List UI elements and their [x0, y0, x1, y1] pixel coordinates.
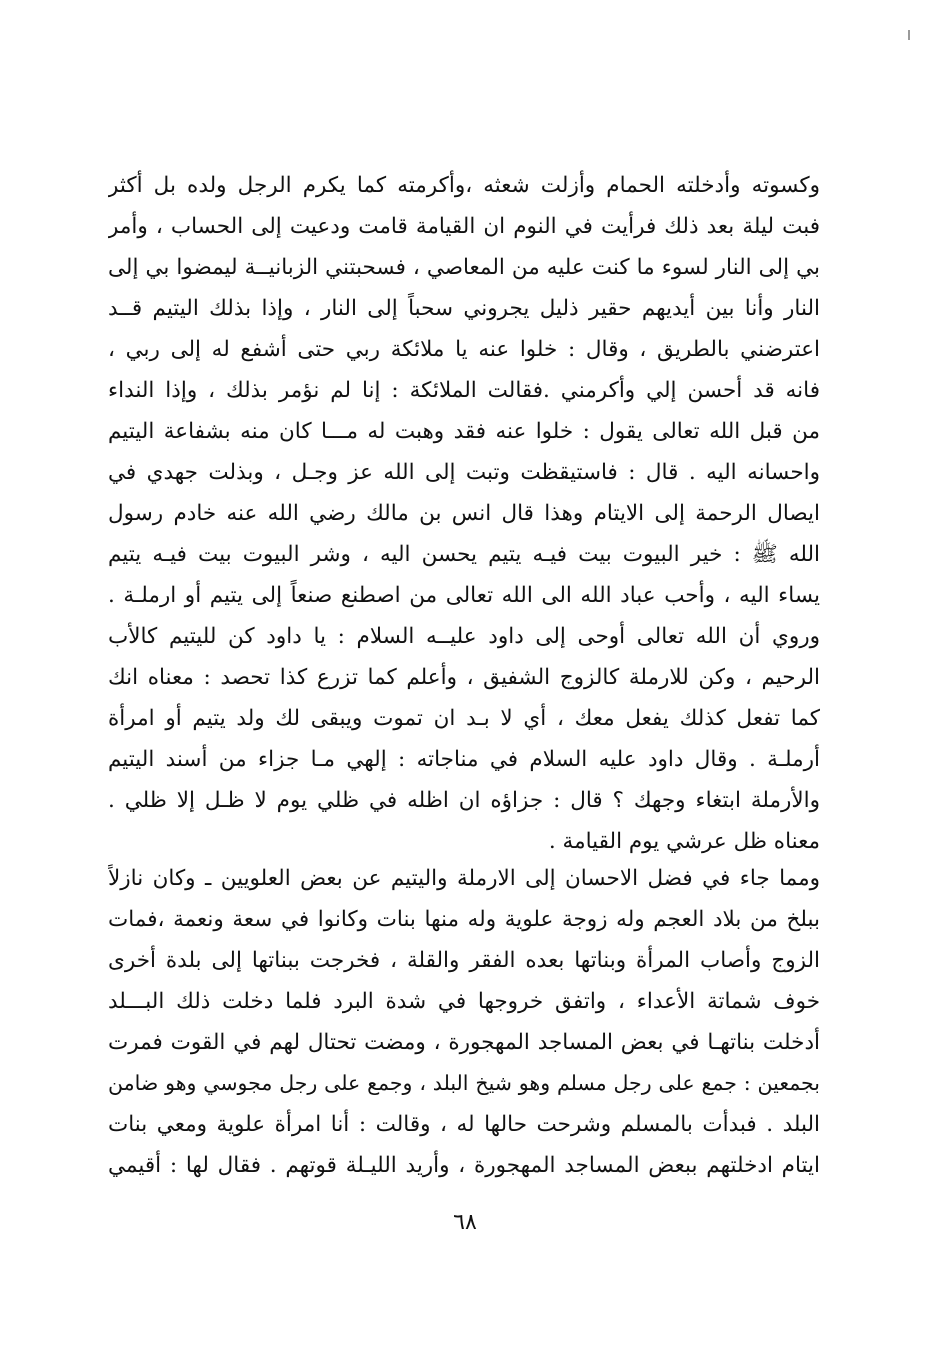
- text-line: أرملـة . وقال داود عليه السلام في مناجاته : إلهي مـا جزاء من أسند اليتيم: [108, 747, 820, 772]
- text-line: ومما جاء في فضل الاحسان إلى الارملة واليتيم عن بعض العلويين ـ وكان نازلاً: [108, 866, 820, 891]
- text-line: بي إلى النار لسوء ما كنت عليه من المعاصي ، فسحبتني الزبانيــة ليمضوا بي إلى: [108, 255, 820, 280]
- text-line: الله ﷺ : خير البيوت بيت فيـه يتيم يحسن اليه ، وشر البيوت بيت فيـه يتيم: [108, 542, 820, 567]
- text-line: النار وأنا بين أيديهم حقير ذليل يجروني سحباً إلى النار ، وإذا بذلك اليتيم قــد: [108, 296, 820, 321]
- scan-artifact-mark: [908, 30, 910, 40]
- text-line: ايصال الرحمة إلى الايتام وهذا قال انس بن مالك رضي الله عنه خادم رسول: [108, 501, 820, 526]
- text-line: الرحيم ، وكن للارملة كالزوج الشفيق ، وأعلم كما تزرع كذا تحصد : معناه انك: [108, 665, 820, 690]
- text-line: البلد . فبدأت بالمسلم وشرحت حالها له ، وقالت : أنا امرأة علوية ومعي بنات: [108, 1112, 820, 1137]
- text-line: فانه قد أحسن إلي وأكرمني .فقالت الملائكة : إنا لم نؤمر بذلك ، وإذا النداء: [108, 378, 820, 403]
- text-line: معناه ظل عرشي يوم القيامة .: [548, 829, 820, 854]
- paragraph-alawite-widow: [108, 858, 820, 1186]
- text-line: وروي أن الله تعالى أوحى إلى داود عليــه السلام : يا داود كن لليتيم كالأب: [108, 624, 820, 649]
- text-line: كما تفعل كذلك يفعل معك ، أي لا بـد ان تموت ويبقى لك ولد يتيم أو امرأة: [108, 706, 820, 731]
- text-line: ايتام ادخلتهم ببعض المساجد المهجورة ، وأريد الليـلة قوتهم . فقال لها : أقيمي: [108, 1153, 820, 1178]
- text-line: واحسانه اليه . قال : فاستيقظت وتبت إلى الله عز وجـل ، وبذلت جهدي في: [108, 460, 820, 485]
- text-line: يساء اليه ، وأحب عباد الله الى الله تعالى من اصطنع صنعاً إلى يتيم أو ارملـة .: [108, 583, 820, 608]
- page-number: ٦٨: [453, 1210, 477, 1235]
- text-line: خوف شماتة الأعداء ، واتفق خروجها في شدة البرد فلما دخلت ذلك البـــلد: [108, 989, 820, 1014]
- text-line: أدخلت بناتهـا في بعض المساجد المهجورة ، ومضت تحتال لهم في القوت فمرت: [108, 1030, 820, 1055]
- text-line: اعترضني بالطريق ، وقال : خلوا عنه يا ملائكة ربي حتى أشفع له إلى ربي ،: [108, 337, 820, 362]
- text-line: وكسوته وأدخلته الحمام وأزلت شعثه ،وأكرمته كما يكرم الرجل ولده بل أكثر: [108, 173, 820, 198]
- text-line: من قبل الله تعالى يقول : خلوا عنه فقد وهبت له مـــا كان منه بشفاعة اليتيم: [108, 419, 820, 444]
- text-line: والأرملة ابتغاء وجهك ؟ قال : جزاؤه ان اظله في ظلي يوم لا ظـل إلا ظلي .: [108, 788, 820, 813]
- text-line: ببلخ من بلاد العجم وله زوجة علوية وله منها بنات وكانوا في سعة ونعمة ،فمات: [108, 907, 820, 932]
- text-line: الزوج وأصاب المرأة وبناتها بعده الفقر والقلة ، فخرجت ببناتها إلى بلدة أخرى: [108, 948, 820, 973]
- text-line: فبت ليلة بعد ذلك فرأيت في النوم ان القيامة قامت ودعيت إلى الحساب ، وأمر: [108, 214, 820, 239]
- paragraph-orphan-mercy: [108, 165, 820, 862]
- text-line: بجمعين : جمع على رجل مسلم وهو شيخ البلد ، وجمع على رجل مجوسي وهو ضامن: [108, 1071, 820, 1095]
